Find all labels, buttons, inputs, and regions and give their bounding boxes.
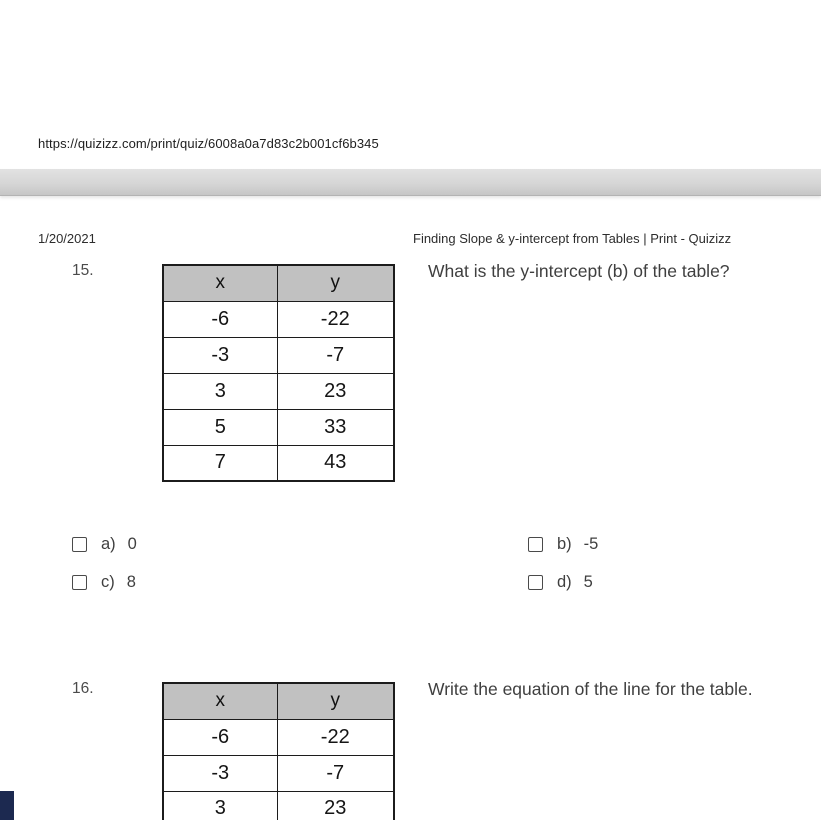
question-16-table-clip [162, 682, 402, 820]
table-header-cell: y [277, 265, 394, 301]
table-cell: -22 [277, 719, 394, 755]
table-cell: -6 [163, 719, 277, 755]
table-cell: 3 [163, 791, 277, 820]
table-row [163, 373, 394, 409]
table-row [163, 719, 394, 755]
table-cell: 3 [163, 373, 277, 409]
question-16-table [162, 682, 395, 820]
table-cell: 23 [277, 791, 394, 820]
table-row [163, 791, 394, 820]
answer-options [72, 533, 808, 593]
corner-accent-square [0, 791, 14, 820]
table-cell: -22 [277, 301, 394, 337]
answer-option-a [72, 533, 528, 555]
table-cell: 7 [163, 445, 277, 481]
question-prompt: Write the equation of the line for the table. [428, 679, 753, 699]
table-row [163, 337, 394, 373]
table-header-cell: y [277, 683, 394, 719]
option-letter: d) [557, 572, 572, 591]
question-number: 16. [72, 680, 94, 697]
table-header-row [163, 683, 394, 719]
table-cell: -3 [163, 337, 277, 373]
table-cell: 43 [277, 445, 394, 481]
table-row [163, 445, 394, 481]
option-checkbox[interactable] [528, 537, 543, 552]
print-url: https://quizizz.com/print/quiz/6008a0a7d83c2b001cf6b345 [38, 136, 379, 151]
question-number: 15. [72, 262, 94, 279]
table-row [163, 409, 394, 445]
answer-option-b [528, 533, 808, 555]
option-value: 5 [583, 572, 593, 591]
table-cell: -3 [163, 755, 277, 791]
table-row [163, 301, 394, 337]
table-cell: 23 [277, 373, 394, 409]
page-date: 1/20/2021 [38, 231, 96, 246]
table-cell: -7 [277, 755, 394, 791]
option-letter: c) [101, 572, 115, 591]
table-cell: -6 [163, 301, 277, 337]
option-value: 0 [127, 534, 137, 553]
table-row [163, 755, 394, 791]
option-checkbox[interactable] [72, 575, 87, 590]
browser-chrome-band [0, 169, 821, 196]
answer-option-d [528, 571, 808, 593]
table-cell: -7 [277, 337, 394, 373]
question-prompt: What is the y-intercept (b) of the table? [428, 261, 730, 281]
option-value: -5 [583, 534, 599, 553]
option-value: 8 [126, 572, 136, 591]
option-letter: a) [101, 534, 116, 553]
option-checkbox[interactable] [72, 537, 87, 552]
table-cell: 5 [163, 409, 277, 445]
table-header-cell: x [163, 683, 277, 719]
table-header-row [163, 265, 394, 301]
question-15-table [162, 264, 395, 482]
option-letter: b) [557, 534, 572, 553]
answer-option-c [72, 571, 528, 593]
table-header-cell: x [163, 265, 277, 301]
option-checkbox[interactable] [528, 575, 543, 590]
page-title: Finding Slope & y-intercept from Tables | Print - Quizizz [413, 231, 732, 246]
table-cell: 33 [277, 409, 394, 445]
